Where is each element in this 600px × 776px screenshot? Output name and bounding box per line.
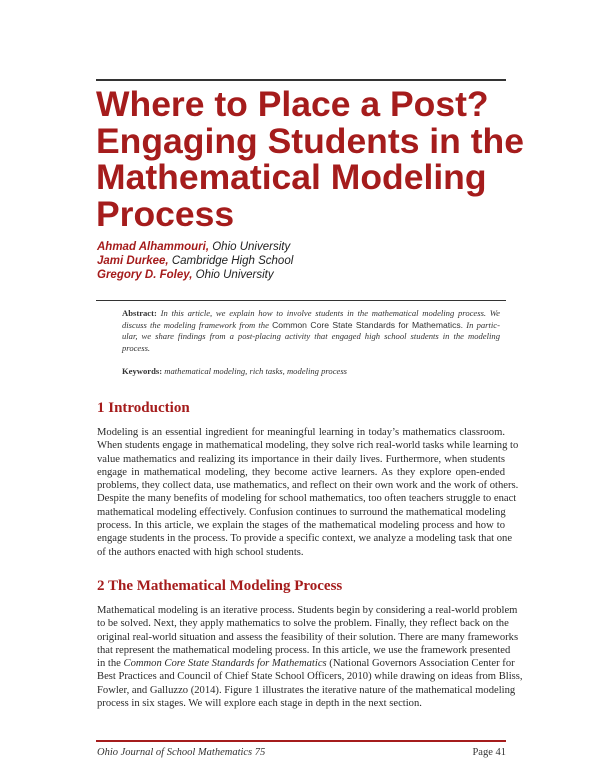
modeling-process-paragraph: Mathematical modeling is an iterative process. Students begin by considering a real-world problem to be solved. Next, they apply mathematics to solve the problem. Finally, they reflect back on the original real-world situation and assess the feasibility of their solution. There are many frameworks that represent the mathematical modeling process. In this article, we use the framework presented in the Common Core State Standards for Mathematics (National Governors Association Center for Best Practices and Council of Chief State School Officers, 2010) while drawing on ideas from Bliss, Fowler, and Galluzzo (2014). Figure 1 illustrates the iterative nature of the mathematical modeling process in six stages. We will explore each stage in depth in the next section. <box>97 605 523 710</box>
abstract-label: Abstract: <box>122 308 157 318</box>
divider <box>96 300 506 301</box>
author: Ahmad Alhammouri, Ohio University <box>97 241 291 253</box>
title-line: Process <box>96 193 235 234</box>
page-number: Page 41 <box>472 747 506 758</box>
title-line: Mathematical Modeling <box>96 157 487 197</box>
top-rule <box>96 79 506 81</box>
keywords: Keywords: mathematical modeling, rich tasks, modeling process <box>122 366 348 376</box>
section-heading-introduction: 1 Introduction <box>97 400 190 416</box>
article-title <box>96 86 536 232</box>
footer-rule <box>96 740 506 742</box>
title-line: Where to Place a Post? <box>96 84 489 124</box>
introduction-paragraph: Modeling is an essential ingredient for meaningful learning in today’s mathematics classroom. When students engage in mathematical modeling, they solve rich real-world tasks while learning to value mathematics and realizing its importance in their daily lives. Furthermore, when students engage in mathematical modeling, they become active learners. As they explore open-ended problems, they collect data, use mathematics, and reflect on their own work and the work of others. Despite the many benefits of modeling for school mathematics, too often teachers struggle to enact mathematical modeling effectively. Confusion continues to surround the mathematical modeling process. In this article, we explain the stages of the mathematical modeling process and how to engage students in the process. To provide a specific context, we analyze a modeling task that one of the authors enacted with high school students. <box>97 427 519 558</box>
author: Jami Durkee, Cambridge High School <box>97 255 294 267</box>
author-list <box>97 240 293 282</box>
author: Gregory D. Foley, Ohio University <box>97 269 274 281</box>
citation-title: Common Core State Standards for Mathematics <box>123 658 327 670</box>
footer-journal: Ohio Journal of School Mathematics 75 <box>97 747 266 758</box>
section-heading-modeling-process: 2 The Mathematical Modeling Process <box>97 578 343 594</box>
title-line: Engaging Students in the <box>96 120 524 161</box>
abstract: Abstract: In this article, we explain how to involve students in the mathematical modeling process. We discuss the modeling framework from the Common Core State Standards for Mathematics. In partic- ular, we share findings from a post-placing activity that engaged high school students in the modeling process. <box>122 308 500 353</box>
